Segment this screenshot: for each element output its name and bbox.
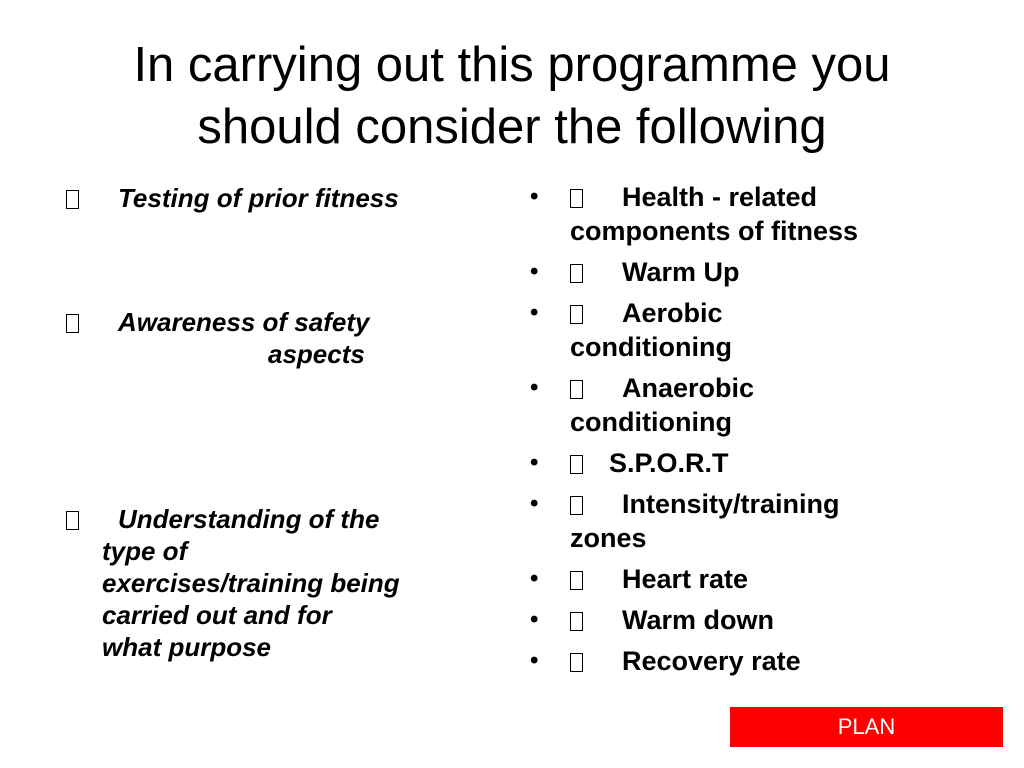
left-item-line: Awareness of safety — [118, 307, 370, 337]
left-item-line: what purpose — [102, 632, 272, 662]
bullet-icon: • — [530, 374, 539, 401]
left-item-line: Testing of prior fitness — [118, 183, 399, 213]
left-column — [0, 0, 510, 768]
missing-glyph-icon — [570, 189, 583, 208]
list-item-sport — [530, 446, 990, 480]
list-item-line: conditioning — [570, 332, 732, 362]
left-item-understanding — [66, 503, 400, 663]
list-item-line: Health - related — [622, 182, 818, 212]
missing-glyph-icon — [570, 264, 583, 283]
list-item-heart-rate — [530, 562, 990, 596]
list-item-anaerobic — [530, 371, 990, 439]
missing-glyph-icon — [66, 511, 79, 530]
list-item-recovery-rate — [530, 644, 990, 678]
bullet-icon: • — [530, 299, 539, 326]
list-item-line: Anaerobic — [622, 373, 755, 403]
left-item-line: exercises/training being — [102, 568, 400, 598]
right-bullet-list — [530, 180, 990, 685]
list-item-line: S.P.O.R.T — [609, 448, 729, 478]
missing-glyph-icon — [66, 190, 79, 209]
bullet-icon: • — [530, 606, 539, 633]
list-item-intensity — [530, 487, 990, 555]
title-line-1: In carrying out this programme you — [133, 38, 891, 92]
missing-glyph-icon — [570, 305, 583, 324]
list-item-line: conditioning — [570, 407, 732, 437]
left-item-line: carried out and for — [102, 600, 332, 630]
left-item-testing — [66, 182, 399, 214]
missing-glyph-icon — [570, 612, 583, 631]
list-item-line: Aerobic — [622, 298, 723, 328]
title-line-2: should consider the following — [197, 100, 827, 154]
list-item-warm-down — [530, 603, 990, 637]
bullet-icon: • — [530, 183, 539, 210]
list-item-line: components of fitness — [570, 216, 859, 246]
list-item-line: zones — [570, 523, 647, 553]
missing-glyph-icon — [570, 496, 583, 515]
missing-glyph-icon — [570, 380, 583, 399]
list-item-line: Recovery rate — [622, 646, 801, 676]
left-item-line: Understanding of the — [118, 504, 380, 534]
bullet-icon: • — [530, 449, 539, 476]
missing-glyph-icon — [570, 653, 583, 672]
list-item-line: Warm Up — [622, 257, 740, 287]
list-item-line: Warm down — [622, 605, 774, 635]
left-item-line: aspects — [268, 339, 365, 369]
list-item-aerobic — [530, 296, 990, 364]
list-item-line: Intensity/training — [622, 489, 840, 519]
plan-button[interactable]: PLAN — [730, 707, 1003, 747]
missing-glyph-icon — [66, 314, 79, 333]
bullet-icon: • — [530, 258, 539, 285]
list-item-health-components — [530, 180, 990, 248]
left-item-line: type of — [102, 536, 188, 566]
bullet-icon: • — [530, 647, 539, 674]
missing-glyph-icon — [570, 455, 583, 474]
list-item-warm-up — [530, 255, 990, 289]
list-item-line: Heart rate — [622, 564, 749, 594]
bullet-icon: • — [530, 565, 539, 592]
left-item-safety — [66, 306, 369, 370]
missing-glyph-icon — [570, 571, 583, 590]
bullet-icon: • — [530, 490, 539, 517]
